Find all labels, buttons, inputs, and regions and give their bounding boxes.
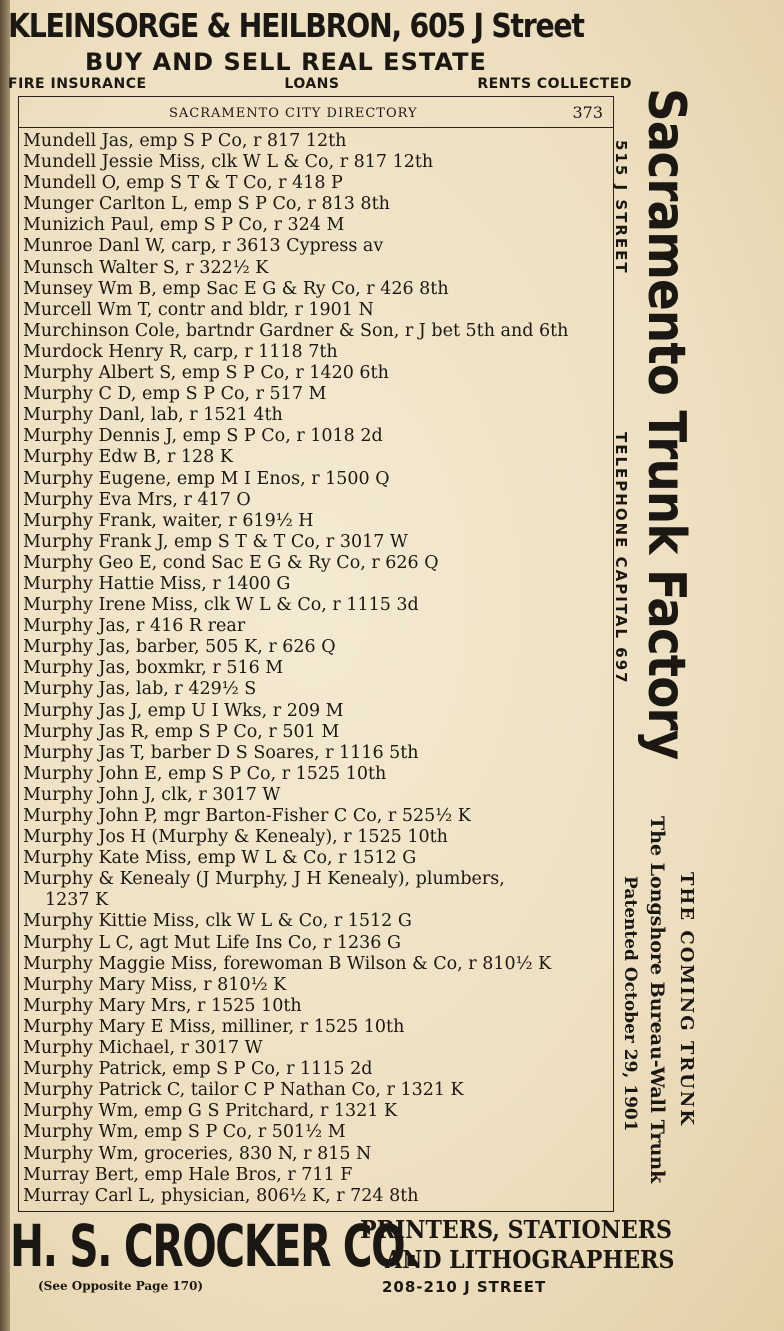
bottom-ad-note: (See Opposite Page 170) (38, 1279, 204, 1293)
right-ad-telephone: TELEPHONE CAPITAL 697 (612, 432, 630, 685)
directory-entry: Murcell Wm T, contr and bldr, r 1901 N (23, 299, 374, 320)
service-rents-collected: RENTS COLLECTED (477, 76, 632, 92)
directory-entry: Mundell O, emp S T & T Co, r 418 P (23, 173, 343, 194)
page-header (19, 97, 613, 128)
service-loans: LOANS (284, 76, 340, 92)
directory-entry: Murphy Maggie Miss, forewoman B Wilson & Co, r 810½ K (23, 953, 552, 974)
directory-entry: Murphy Mary Miss, r 810½ K (23, 974, 287, 995)
directory-entry: Murphy Frank, waiter, r 619½ H (23, 510, 314, 531)
entry-list (23, 131, 609, 1207)
directory-entry: Murphy Jas J, emp U I Wks, r 209 M (23, 700, 344, 721)
directory-entry: Mundell Jas, emp S P Co, r 817 12th (23, 131, 347, 151)
directory-entry: Murphy Eva Mrs, r 417 O (23, 489, 251, 510)
directory-entry: Murphy Geo E, cond Sac E G & Ry Co, r 626 Q (23, 552, 439, 573)
book-spine-shadow (0, 0, 10, 1331)
directory-entry: Murphy L C, agt Mut Life Ins Co, r 1236 G (23, 932, 401, 953)
directory-entry: Mundell Jessie Miss, clk W L & Co, r 817 12th (23, 152, 434, 173)
page-title: SACRAMENTO CITY DIRECTORY (169, 106, 418, 121)
directory-entry: Murphy Dennis J, emp S P Co, r 1018 2d (23, 426, 383, 447)
directory-entry: Murray Bert, emp Hale Bros, r 711 F (23, 1164, 353, 1185)
directory-entry: Murphy Patrick C, tailor C P Nathan Co, r 1321 K (23, 1080, 464, 1101)
directory-entry: Murphy C D, emp S P Co, r 517 M (23, 384, 327, 405)
directory-entry: Murphy Mary Mrs, r 1525 10th (23, 995, 302, 1016)
right-ad-address: 515 J STREET (612, 140, 630, 275)
right-ad-patent: Patented October 29, 1901 (620, 876, 640, 1132)
directory-entry: Munger Carlton L, emp S P Co, r 813 8th (23, 194, 390, 215)
top-ad-services (8, 76, 632, 92)
directory-entry: Munsey Wm B, emp Sac E G & Ry Co, r 426 8th (23, 278, 449, 299)
right-ad-coming-trunk: THE COMING TRUNK (676, 872, 697, 1127)
directory-entry: Murphy Kate Miss, emp W L & Co, r 1512 G (23, 848, 417, 869)
directory-entry: Murphy Albert S, emp S P Co, r 1420 6th (23, 363, 389, 384)
directory-entry: Murphy Michael, r 3017 W (23, 1038, 263, 1059)
directory-entry: Munsch Walter S, r 322½ K (23, 257, 269, 278)
directory-entry: Murphy John J, clk, r 3017 W (23, 784, 281, 805)
directory-entry: Murphy Jas R, emp S P Co, r 501 M (23, 721, 340, 742)
directory-entry: Murphy Danl, lab, r 1521 4th (23, 405, 283, 426)
directory-entry: Murphy Mary E Miss, milliner, r 1525 10th (23, 1016, 405, 1037)
page-number: 373 (572, 103, 603, 122)
directory-entry: Murphy Jas, lab, r 429½ S (23, 679, 257, 700)
directory-entry: Murphy Wm, groceries, 830 N, r 815 N (23, 1143, 372, 1164)
directory-entry: Murphy Patrick, emp S P Co, r 1115 2d (23, 1059, 373, 1080)
bottom-ad-line1: PRINTERS, STATIONERS (360, 1215, 673, 1244)
bottom-ad-address: 208-210 J STREET (382, 1278, 547, 1296)
directory-entry: Murphy John P, mgr Barton-Fisher C Co, r 525½ K (23, 806, 471, 826)
directory-listing-box (18, 96, 614, 1212)
top-ad-tagline: BUY AND SELL REAL ESTATE (85, 48, 487, 76)
directory-entry: Murray Carl L, physician, 806½ K, r 724 8th (23, 1185, 419, 1206)
right-ad-company-name: Sacramento Trunk Factory (636, 88, 696, 760)
directory-entry: Murphy Jas T, barber D S Soares, r 1116 5th (23, 742, 419, 763)
directory-entry: Murphy Jos H (Murphy & Kenealy), r 1525 10th (23, 827, 448, 848)
top-ad-headline: KLEINSORGE & HEILBRON, 605 J Street (8, 6, 584, 45)
directory-entry: Murphy Edw B, r 128 K (23, 447, 233, 468)
directory-entry: Murphy Jas, r 416 R rear (23, 616, 246, 637)
right-ad-longshore: The Longshore Bureau-Wall Trunk (646, 816, 668, 1184)
directory-entry: Murphy & Kenealy (J Murphy, J H Kenealy), plumbers, (23, 869, 505, 890)
directory-entry: Murphy Hattie Miss, r 1400 G (23, 573, 291, 594)
directory-entry: Murchinson Cole, bartndr Gardner & Son, r J bet 5th and 6th (23, 320, 569, 341)
directory-entry: Murphy John E, emp S P Co, r 1525 10th (23, 763, 387, 784)
directory-entry: Murphy Wm, emp G S Pritchard, r 1321 K (23, 1101, 398, 1122)
bottom-ad-company: H. S. CROCKER CO. (10, 1212, 418, 1280)
directory-entry: Murphy Frank J, emp S T & T Co, r 3017 W (23, 531, 408, 552)
directory-entry: Murphy Wm, emp S P Co, r 501½ M (23, 1122, 346, 1143)
directory-entry: Murphy Irene Miss, clk W L & Co, r 1115 3d (23, 595, 419, 616)
directory-entry: 1237 K (45, 890, 109, 911)
directory-entry: Murdock Henry R, carp, r 1118 7th (23, 341, 338, 362)
service-fire-insurance: FIRE INSURANCE (8, 76, 147, 92)
directory-entry: Murphy Eugene, emp M I Enos, r 1500 Q (23, 468, 390, 489)
directory-entry: Munroe Danl W, carp, r 3613 Cypress av (23, 236, 384, 257)
directory-entry: Munizich Paul, emp S P Co, r 324 M (23, 215, 345, 236)
directory-entry: Murphy Jas, boxmkr, r 516 M (23, 658, 284, 679)
directory-entry: Murphy Jas, barber, 505 K, r 626 Q (23, 637, 336, 658)
directory-entry: Murphy Kittie Miss, clk W L & Co, r 1512 G (23, 911, 412, 932)
bottom-ad-line2: AND LITHOGRAPHERS (385, 1245, 675, 1274)
